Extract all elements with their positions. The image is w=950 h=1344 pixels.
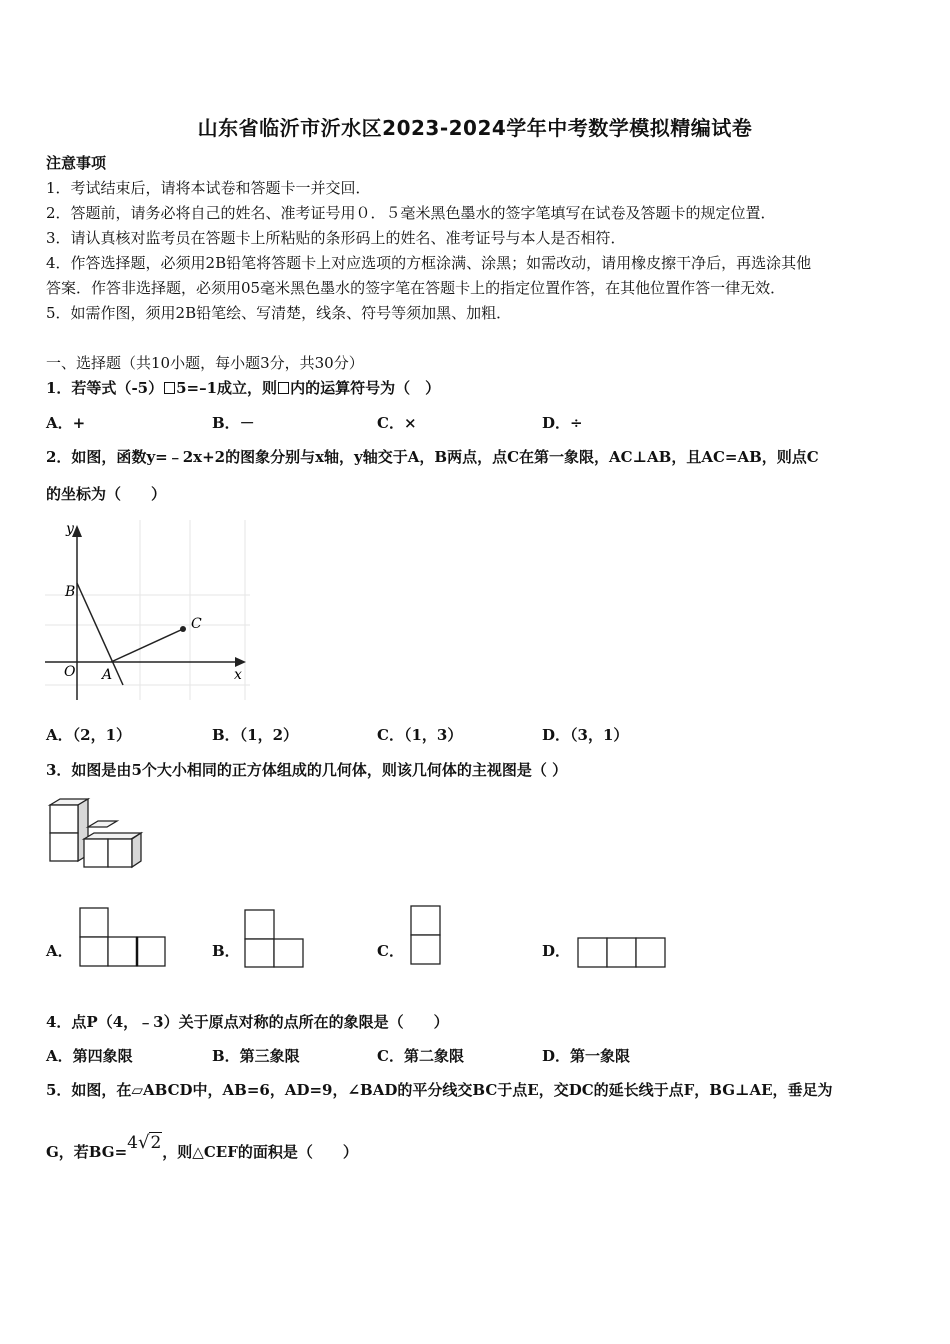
q1-text-after: 5=–1成立，则 bbox=[176, 379, 278, 397]
notice-item: 5．如需作图，须用2B铅笔绘、写清楚，线条、符号等须加黑、加粗． bbox=[46, 304, 512, 322]
q4-option-b: B．第三象限 bbox=[212, 1047, 300, 1065]
q4-option-d: D．第一象限 bbox=[542, 1047, 631, 1065]
y-axis-label: y bbox=[66, 521, 74, 537]
q2-graph bbox=[40, 515, 255, 705]
notice-item: 4．作答选择题，必须用2B铅笔将答题卡上对应选项的方框涂满、涂黑；如需改动，请用橡皮擦干净后，再选涂其他 bbox=[46, 254, 812, 272]
q3-option-c: C． bbox=[377, 942, 404, 960]
q4-option-c: C．第二象限 bbox=[377, 1047, 464, 1065]
q3-option-d: D． bbox=[542, 942, 571, 960]
question-5-line-1: 5．如图，在▱ABCD中，AB=6，AD=9，∠BAD的平分线交BC于点E，交DC的延长线于点F，BG⊥AE，垂足为 bbox=[46, 1081, 833, 1099]
point-b-label: B bbox=[65, 584, 76, 600]
q3-option-b-figure bbox=[243, 908, 307, 970]
line-ab bbox=[77, 583, 123, 685]
q1-text-end: 内的运算符号为（ ） bbox=[290, 379, 441, 397]
question-2-line-1: 2．如图，函数y=﹣2x+2的图象分别与x轴，y轴交于A，B两点，点C在第一象限，AC⊥AB，且AC=AB，则点C bbox=[46, 448, 819, 466]
question-1 bbox=[46, 377, 440, 398]
radical-expression bbox=[127, 1133, 162, 1153]
notice-heading: 注意事项 bbox=[46, 154, 107, 172]
q1-option-b: B．－ bbox=[212, 414, 255, 432]
point-c bbox=[180, 626, 186, 632]
q3-option-a-figure bbox=[78, 906, 170, 968]
x-axis-arrow-icon bbox=[235, 657, 246, 667]
section-heading: 一、选择题（共10小题，每小题3分，共30分） bbox=[46, 354, 364, 372]
q1-text-before: 1．若等式（-5） bbox=[46, 379, 164, 397]
q2-option-a: A．（2，1） bbox=[46, 726, 132, 744]
x-axis-label: x bbox=[234, 667, 242, 683]
question-5-line-2 bbox=[46, 1132, 358, 1162]
q3-option-b: B． bbox=[212, 942, 240, 960]
question-4: 4．点P（4，﹣3）关于原点对称的点所在的象限是（ ） bbox=[46, 1013, 449, 1031]
q1-option-d: D．÷ bbox=[542, 414, 583, 432]
q3-option-c-figure bbox=[409, 904, 443, 968]
blank-box-icon bbox=[278, 382, 289, 394]
notice-item: 答案．作答非选择题，必须用05毫米黑色墨水的签字笔在答题卡上的指定位置作答，在其他位置作答一律无效． bbox=[46, 279, 786, 297]
radical-coefficient: 4 bbox=[127, 1133, 138, 1153]
q2-option-d: D．（3，1） bbox=[542, 726, 629, 744]
q5-text-after: ，则△CEF的面积是（ ） bbox=[162, 1143, 358, 1161]
q1-option-c: C．× bbox=[377, 414, 417, 432]
radicand: 2 bbox=[150, 1133, 162, 1153]
blank-box-icon bbox=[164, 382, 175, 394]
question-3: 3．如图是由5个大小相同的正方体组成的几何体，则该几何体的主视图是（ ） bbox=[46, 761, 568, 779]
q3-option-d-figure bbox=[576, 936, 670, 970]
origin-label: O bbox=[64, 664, 76, 680]
point-c-label: C bbox=[191, 616, 202, 632]
question-2-line-2: 的坐标为（ ） bbox=[46, 485, 167, 503]
grid-lines bbox=[45, 520, 250, 700]
sqrt-icon: √ bbox=[137, 1132, 150, 1153]
notice-item: 2．答题前，请务必将自己的姓名、准考证号用０．５毫米黑色墨水的签字笔填写在试卷及答题卡的规定位置． bbox=[46, 204, 776, 222]
q1-option-a: A．+ bbox=[46, 414, 86, 432]
notice-item: 1．考试结束后，请将本试卷和答题卡一并交回． bbox=[46, 179, 371, 197]
q3-cube-solid bbox=[45, 797, 145, 875]
page-title: 山东省临沂市沂水区2023-2024学年中考数学模拟精编试卷 bbox=[197, 116, 753, 140]
q2-option-c: C．（1，3） bbox=[377, 726, 463, 744]
q5-text-before: G，若BG= bbox=[46, 1143, 128, 1161]
q3-option-a: A． bbox=[46, 942, 73, 960]
q2-option-b: B．（1，2） bbox=[212, 726, 299, 744]
line-ac bbox=[111, 629, 183, 662]
notice-item: 3．请认真核对监考员在答题卡上所粘贴的条形码上的姓名、准考证号与本人是否相符． bbox=[46, 229, 626, 247]
q4-option-a: A．第四象限 bbox=[46, 1047, 133, 1065]
point-a-label: A bbox=[102, 667, 113, 683]
